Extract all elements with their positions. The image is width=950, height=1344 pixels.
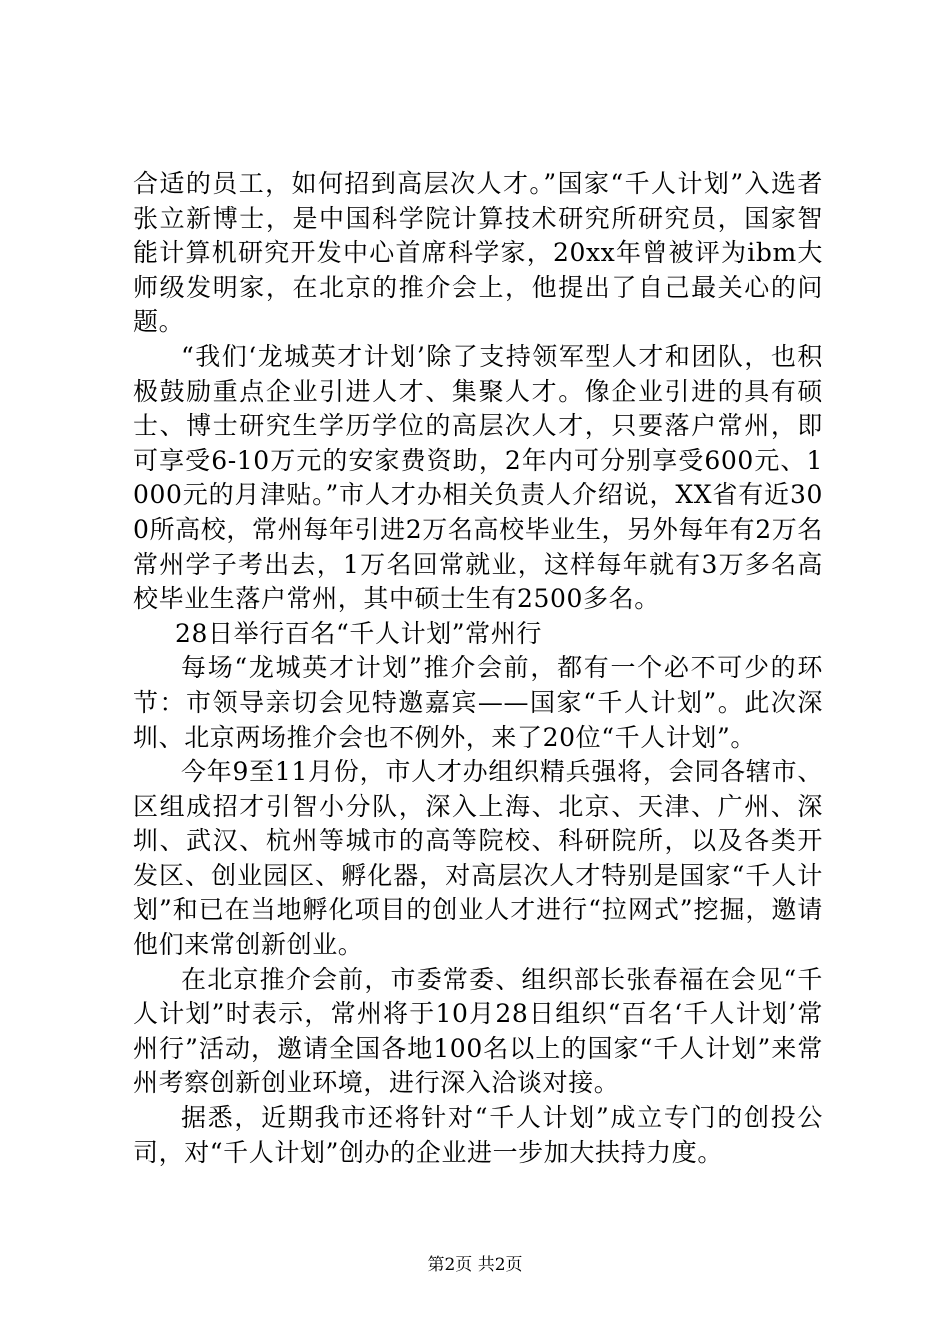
section-subheading: 28日举行百名“千人计划”常州行 <box>175 618 542 648</box>
paragraph-continuation: 合适的员工，如何招到高层次人才。”国家“千人计划”入选者张立新博士，是中国科学院计算技术研究所研究员，国家智能计算机研究开发中心首席科学家，20xx年曾被评为ibm大师级发明家，在北京的推介会上，他提出了自己最关心的问题。 <box>133 169 823 337</box>
paragraph-meeting: 每场“龙城英才计划”推介会前，都有一个必不可少的环节：市领导亲切会见特邀嘉宾——国家“千人计划”。此次深圳、北京两场推介会也不例外，来了20位“千人计划”。 <box>133 653 823 752</box>
paragraph-venture-fund: 据悉，近期我市还将针对“千人计划”成立专门的创投公司，对“千人计划”创办的企业进一步加大扶持力度。 <box>133 1103 823 1167</box>
page-number-footer: 第2页 共2页 <box>427 1255 523 1275</box>
paragraph-beijing-event: 在北京推介会前，市委常委、组织部长张春福在会见“千人计划”时表示，常州将于10月28日组织“百名‘千人计划’常州行”活动，邀请全国各地100名以上的国家“千人计划”来常州考察创新创业环境，进行深入洽谈对接。 <box>133 964 823 1098</box>
paragraph-talent-policy: “我们‘龙城英才计划’除了支持领军型人才和团队，也积极鼓励重点企业引进人才、集聚人才。像企业引进的具有硕士、博士研究生学历学位的高层次人才，只要落户常州，即可享受6-10万元的安家费资助，2年内可分别享受600元、1000元的月津贴。”市人才办相关负责人介绍说，XX省有近300所高校，常州每年引进2万名高校毕业生，另外每年有2万名常州学子考出去，1万名回常就业，这样每年就有3万多名高校毕业生落户常州，其中硕士生有2500多名。 <box>133 341 823 614</box>
paragraph-recruitment: 今年9至11月份，市人才办组织精兵强将，会同各辖市、区组成招才引智小分队，深入上海、北京、天津、广州、深圳、武汉、杭州等城市的高等院校、科研院所，以及各类开发区、创业园区、孵化器，对高层次人才特别是国家“千人计划”和已在当地孵化项目的创业人才进行“拉网式”挖掘，邀请他们来常创新创业。 <box>133 757 823 960</box>
document-body <box>133 167 823 1170</box>
